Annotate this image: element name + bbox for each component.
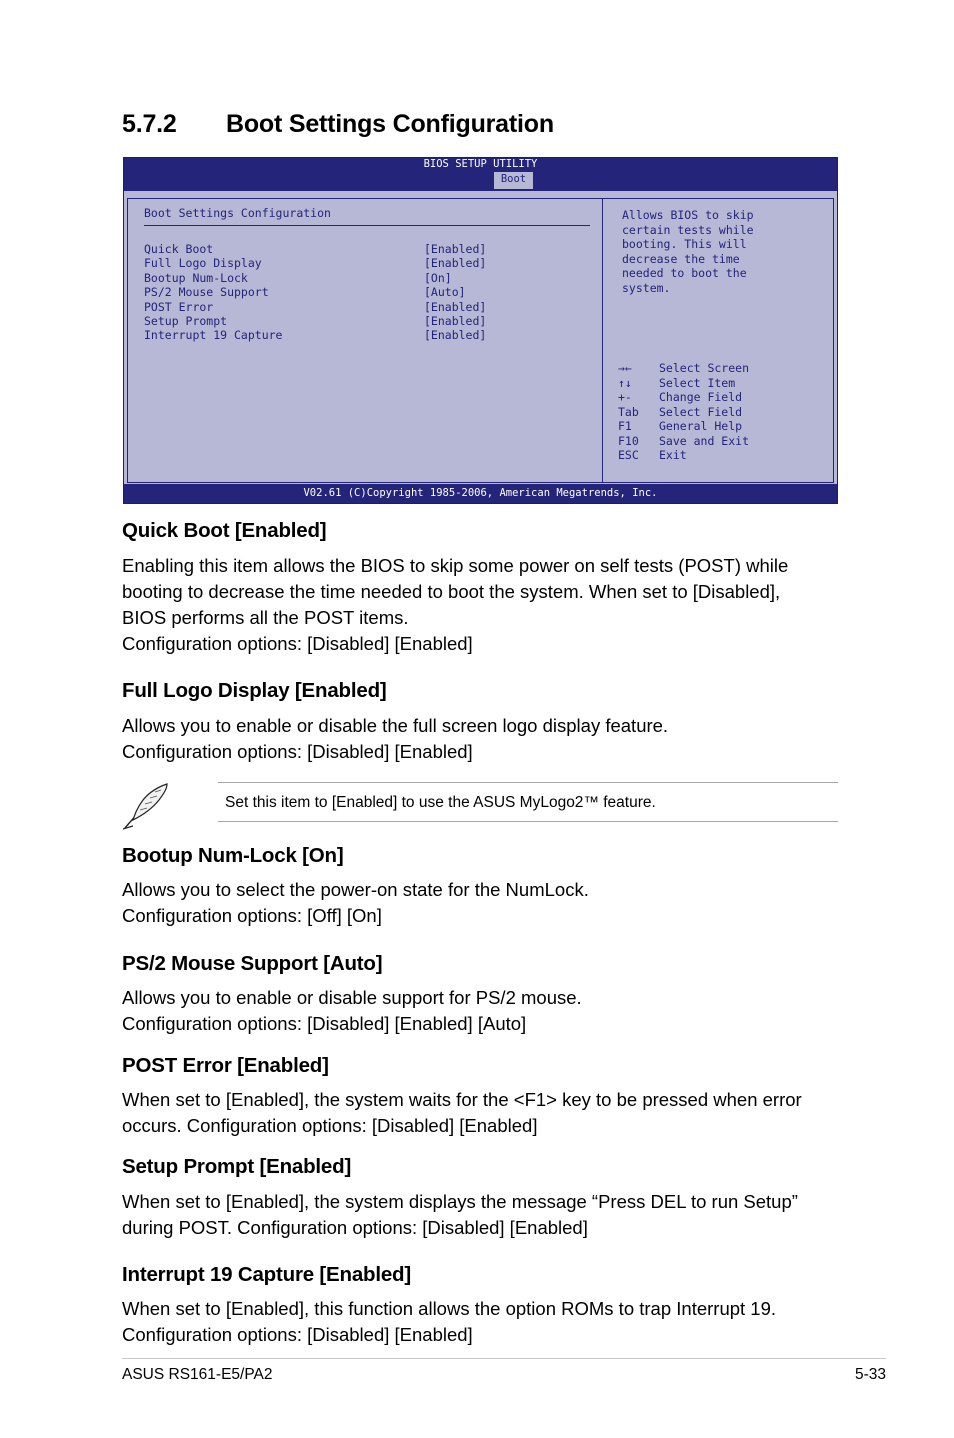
text-line: booting to decrease the time needed to boot the system. When set to [Disabled], [122,581,781,602]
bios-tab-boot[interactable]: Boot [494,172,533,189]
para-bootup-num-lock [122,877,842,929]
footer-page-number: 5-33 [854,1366,886,1383]
bios-item-value[interactable]: [Enabled] [424,242,487,256]
bios-key-description: Change Field [659,390,743,404]
para-setup-prompt [122,1189,842,1241]
para-ps2-mouse-support [122,985,842,1037]
bios-key: →← [618,361,632,375]
bios-item[interactable] [144,285,584,299]
bios-item-label: Quick Boot [144,242,214,256]
bios-item-label: Bootup Num-Lock [144,270,248,285]
bios-key-row [618,448,828,463]
text-line: Enabling this item allows the BIOS to skip some power on self tests (POST) while [122,555,789,576]
heading-full-logo-display: Full Logo Display [Enabled] [122,679,387,702]
bios-item-label: Full Logo Display [144,256,262,271]
bios-item-value[interactable]: [Enabled] [424,313,487,328]
section-title-text: Boot Settings Configuration [226,110,554,138]
bios-item[interactable] [144,314,584,328]
bios-item-list [144,242,584,343]
bios-key-row [618,419,828,434]
heading-bootup-num-lock: Bootup Num-Lock [On] [122,844,344,867]
bios-item[interactable] [144,300,584,314]
heading-interrupt-19-capture: Interrupt 19 Capture [Enabled] [122,1263,412,1286]
bios-key: F1 [618,419,632,433]
bios-copyright: V02.61 (C)Copyright 1985-2006, American Megatrends, Inc. [124,484,837,503]
heading-post-error: POST Error [Enabled] [122,1054,329,1077]
bios-screen [123,157,838,504]
text-line: Configuration options: [Disabled] [Enabled] [122,1324,473,1345]
bios-key-legend [618,361,828,463]
text-line: during POST. Configuration options: [Disabled] [Enabled] [122,1217,588,1238]
bios-item[interactable] [144,271,584,285]
bios-main-panel [128,199,603,482]
bios-item-value[interactable]: [Enabled] [424,256,487,271]
bios-key-description: Exit [659,448,687,462]
section-number: 5.7.2 [122,110,177,138]
heading-quick-boot: Quick Boot [Enabled] [122,519,327,542]
bios-item[interactable] [144,256,584,270]
text-line: When set to [Enabled], the system displays the message “Press DEL to run Setup” [122,1191,798,1212]
heading-ps2-mouse-support: PS/2 Mouse Support [Auto] [122,952,383,975]
text-line: BIOS performs all the POST items. [122,607,409,628]
bios-key: F10 [618,433,639,448]
para-quick-boot [122,553,842,657]
bios-key-description: Select Field [659,404,743,419]
bios-item[interactable] [144,242,584,256]
bios-item-label: Interrupt 19 Capture [144,328,283,343]
text-line: Allows you to enable or disable support for PS/2 mouse. [122,987,582,1008]
text-line: When set to [Enabled], the system waits for the <F1> key to be pressed when error [122,1089,802,1110]
text-line: Configuration options: [Disabled] [Enabled] [Auto] [122,1013,527,1034]
bios-item-label: PS/2 Mouse Support [144,285,269,300]
para-full-logo-display [122,713,842,765]
section-title [122,110,554,139]
text-line: Configuration options: [Disabled] [Enabled] [122,741,473,762]
bios-item[interactable] [144,328,584,342]
text-line: Allows you to select the power-on state for the NumLock. [122,879,589,900]
feather-pen-icon [121,780,173,832]
text-line: Allows you to enable or disable the full screen logo display feature. [122,715,669,736]
heading-setup-prompt: Setup Prompt [Enabled] [122,1155,352,1178]
bios-header [124,158,837,191]
text-line: When set to [Enabled], this function allows the option ROMs to trap Interrupt 19. [122,1298,777,1319]
bios-item-label: Setup Prompt [144,313,228,328]
text-line: Configuration options: [Disabled] [Enabled] [122,633,473,654]
bios-key-row [618,376,828,391]
note-box [218,782,838,822]
bios-key: +- [618,390,632,404]
bios-key: Tab [618,404,639,419]
bios-key-row [618,390,828,405]
bios-item-value[interactable]: [On] [424,270,452,285]
note-text: Set this item to [Enabled] to use the ASUS MyLogo2™ feature. [225,794,656,811]
bios-item-label: POST Error [144,299,214,314]
para-post-error [122,1087,842,1139]
bios-key: ↑↓ [618,375,632,390]
bios-key: ESC [618,448,639,462]
bios-panel-title: Boot Settings Configuration [144,206,331,220]
bios-utility-title: BIOS SETUP UTILITY [423,158,538,170]
text-line: Configuration options: [Off] [On] [122,905,382,926]
bios-help-text: Allows BIOS to skip certain tests while booting. This will decrease the time needed to boot the system. [622,208,754,295]
bios-key-description: Select Item [659,375,736,390]
bios-key-description: Select Screen [659,361,750,375]
bios-key-row [618,434,828,449]
bios-key-row [618,405,828,420]
text-line: occurs. Configuration options: [Disabled] [Enabled] [122,1115,538,1136]
bios-item-value[interactable]: [Auto] [424,285,466,300]
bios-divider [144,225,590,226]
footer-product-name: ASUS RS161-E5/PA2 [122,1366,273,1383]
bios-item-value[interactable]: [Enabled] [424,299,487,314]
bios-body [127,198,834,483]
footer-divider [122,1358,886,1359]
bios-key-row [618,361,828,376]
para-interrupt-19-capture [122,1296,842,1348]
bios-key-description: Save and Exit [659,433,750,448]
bios-key-description: General Help [659,419,743,433]
bios-item-value[interactable]: [Enabled] [424,328,487,343]
